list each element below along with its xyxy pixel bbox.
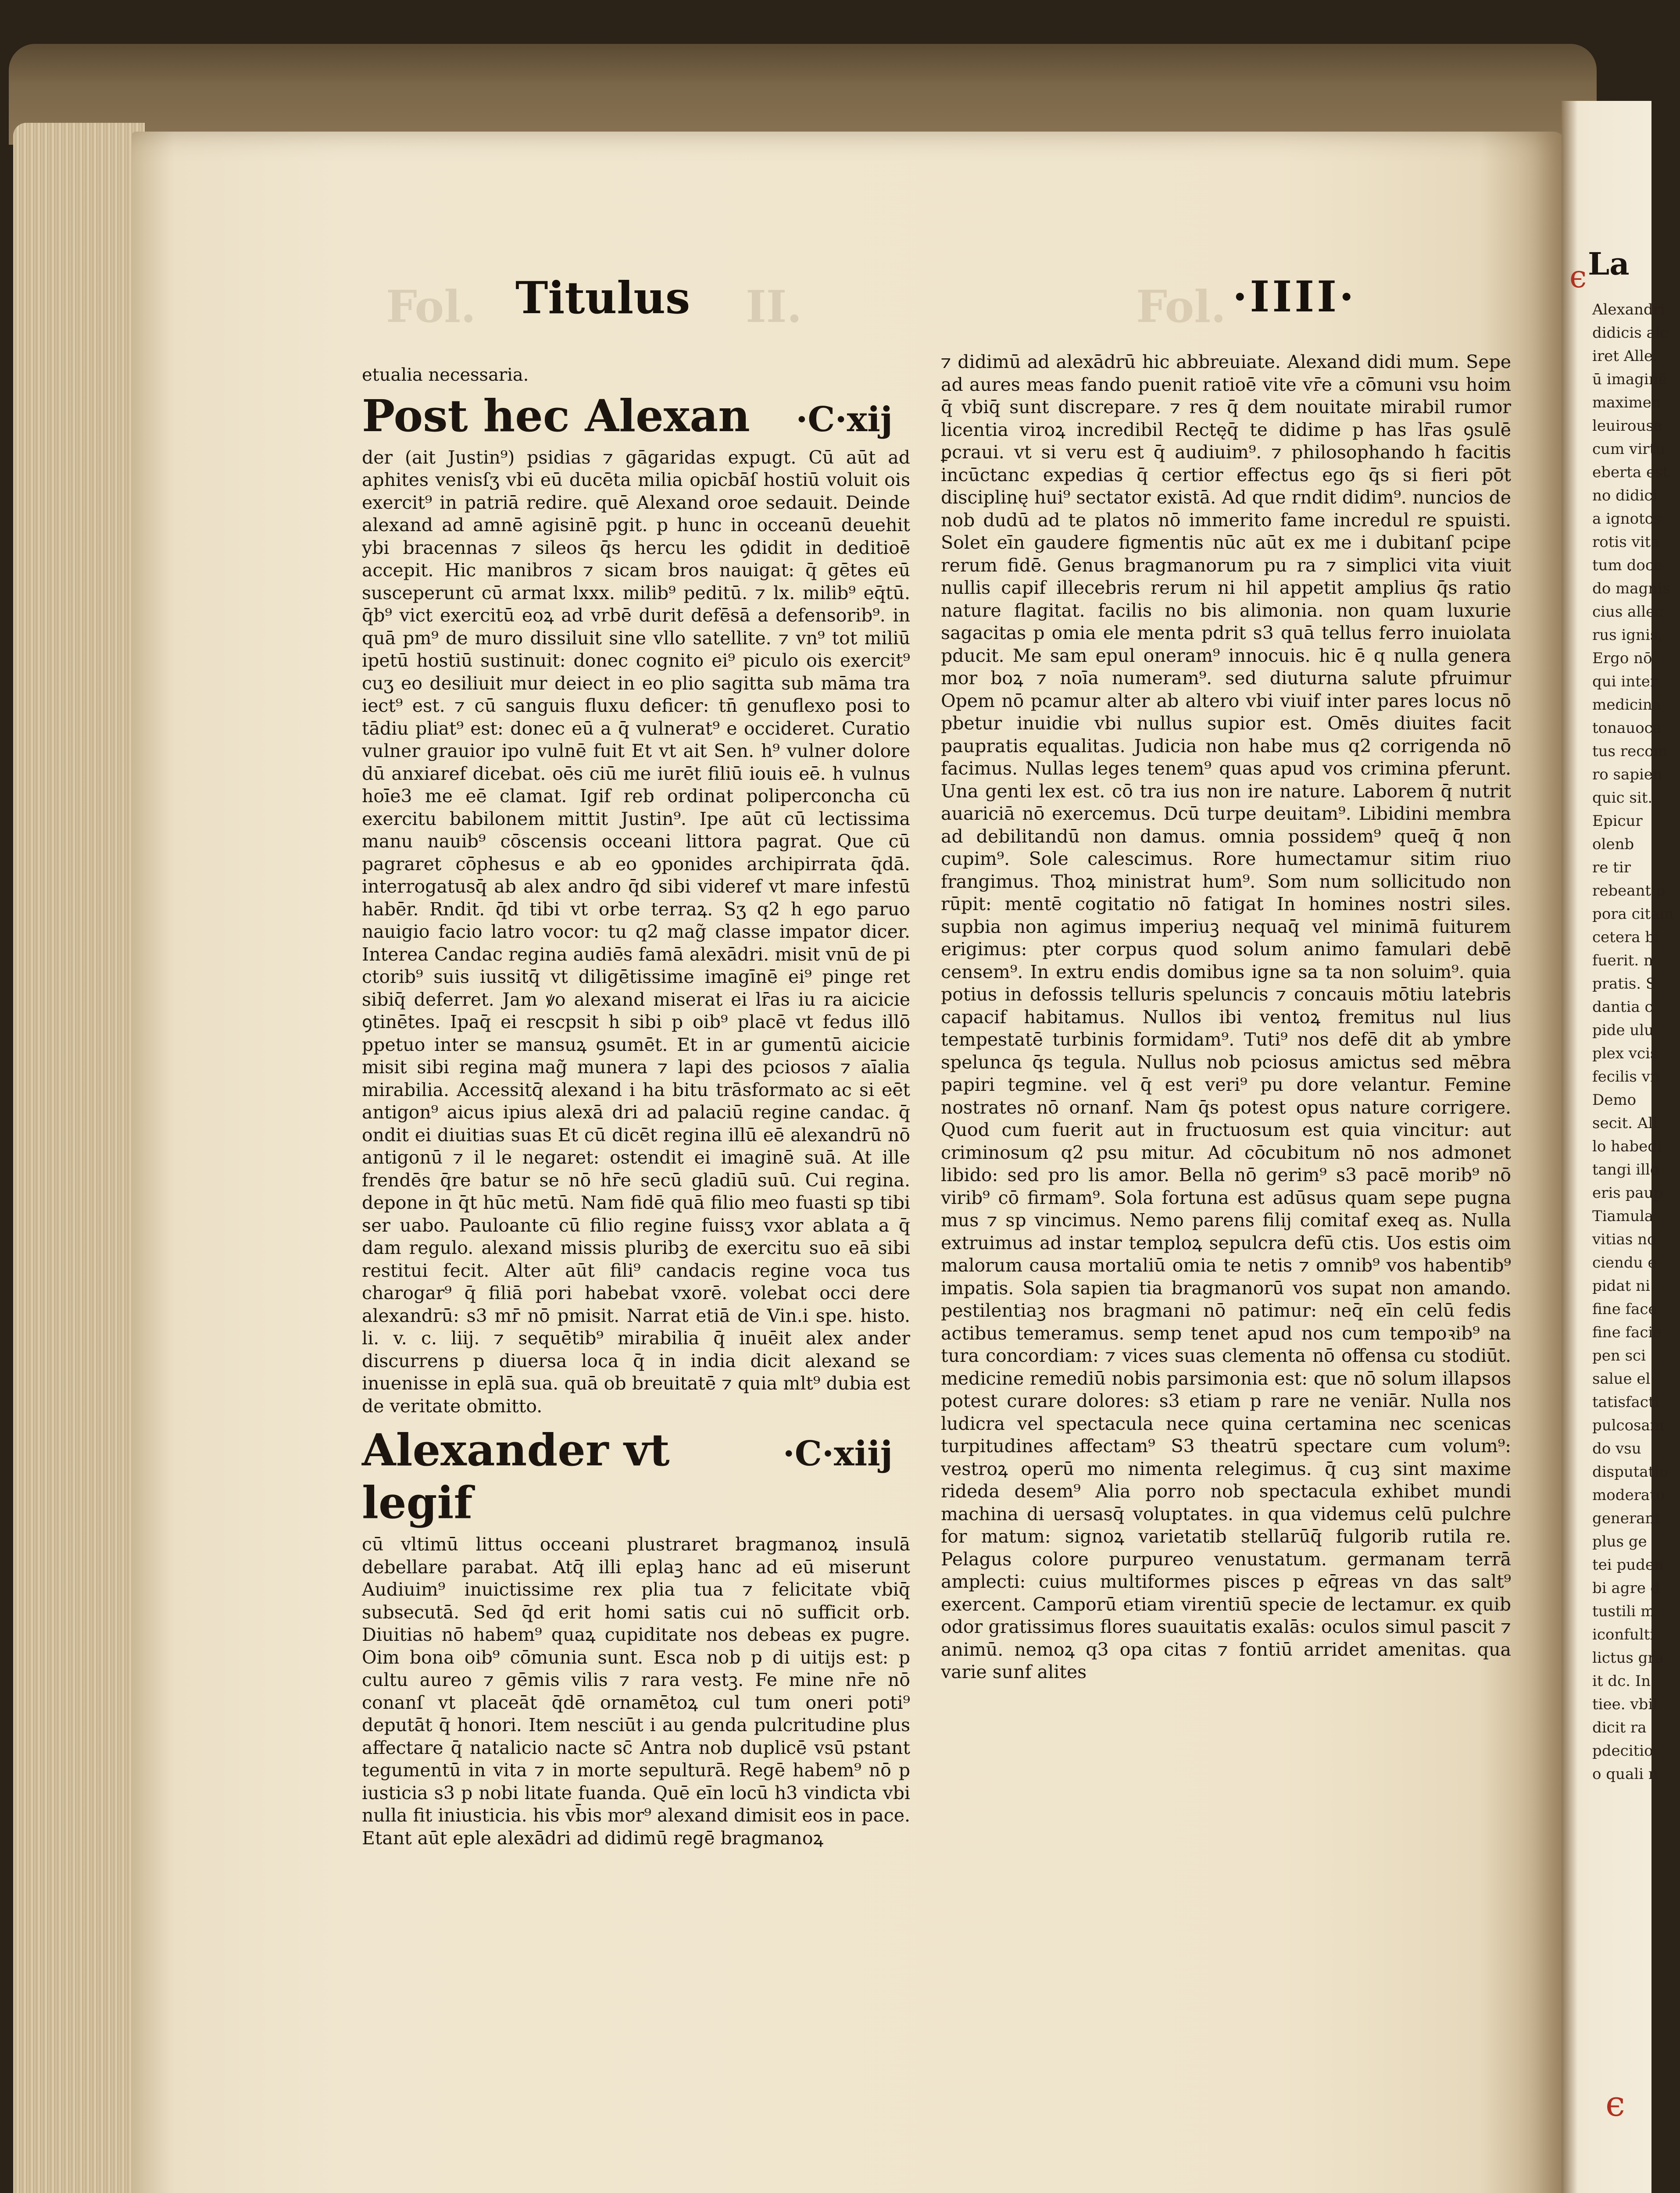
- adjacent-line: Ergo nō: [1592, 650, 1652, 667]
- adjacent-line: Epicur: [1592, 812, 1643, 830]
- adjacent-line: iconfulti: [1592, 1626, 1655, 1643]
- adjacent-line: salue el: [1592, 1370, 1651, 1388]
- adjacent-line: Tiamula: [1592, 1207, 1654, 1225]
- adjacent-line: tonauoca: [1592, 719, 1662, 737]
- adjacent-line: fecilis vn: [1592, 1068, 1660, 1086]
- chapter-text: cū vltimū littus occeani plustraret bragmanoꝝ insulā debellare parabat. Atq̄ illi eplaꝫ hanc ad eū miserunt Audiuim⁹ inuictissime rex plia tua ⁊ felicitate vbiq̄ subsecutā. Sed q̄d erit homi satis cui nō sufficit orb. Diuitias nō habem⁹ quaꝝ cupiditate nos debeas ex pugre. Oim bona oib⁹ cōmunia sunt. Esca nob p di uitijs est: p cultu aureo ⁊ gēmis vilis ⁊ rara vestꝫ. Fe mine nr̄e nō conanſ vt placeāt q̄dē ornamētoꝝ cul tum oneri poti⁹ deputāt q̄ honori. Item nesciūt i au genda pulcritudine plus affectare q̄ natalicio nacte sc̄ Antra nob duplicē vsū pstant tegumentū in vita ⁊ in morte sepulturā. Regē habem⁹ nō p iusticia s3 p nobi litate fuanda. Quē eīn locū h3 vindicta vbi nulla fit iniusticia. his vb̄is mor⁹ alexand dimisit eos in pace. Etant aūt eple alexādri ad didimū regē bragmanoꝝ: [362, 1534, 910, 1849]
- adjacent-line: Alexandri: [1592, 301, 1665, 318]
- adjacent-line: do vsu: [1592, 1440, 1641, 1457]
- adjacent-line: lictus gra: [1592, 1649, 1664, 1667]
- adjacent-line: tustili m: [1592, 1603, 1655, 1620]
- show-through-text: Fol.: [386, 281, 476, 332]
- adjacent-line: pdecitio: [1592, 1742, 1653, 1760]
- adjacent-line: eris paup: [1592, 1184, 1663, 1202]
- adjacent-line: cius allec: [1592, 603, 1663, 621]
- adjacent-line: rebeant p: [1592, 882, 1666, 900]
- adjacent-line: fine facie: [1592, 1324, 1662, 1341]
- adjacent-line: dicit ra: [1592, 1719, 1647, 1736]
- adjacent-line: pidat ni: [1592, 1277, 1650, 1295]
- adjacent-line: tangi illo: [1592, 1161, 1659, 1179]
- adjacent-line: a ignotos: [1592, 510, 1662, 528]
- adjacent-line: plex vcis: [1592, 1045, 1658, 1062]
- adjacent-line: iret Alle.: [1592, 347, 1658, 365]
- adjacent-line: quic sit.: [1592, 789, 1653, 807]
- chapter-heading: [362, 389, 910, 442]
- adjacent-line: plus ge: [1592, 1533, 1647, 1550]
- right-text-column: [941, 351, 1511, 1684]
- running-head-right: ·IIII·: [1233, 272, 1357, 321]
- adjacent-line: pen sci: [1592, 1347, 1646, 1364]
- column-text: ⁊ didimū ad alexādrū hic abbreuiate. Alexand didi mum. Sepe ad aures meas fando puenit ratioē vite vr̄e a cōmuni vsu hoim q̄ vbiq̄ sunt discrepare. ⁊ res q̄ dem nouitate mirabil rumor licentia viroꝝ incredibil Rectęq̄ te didime p has lr̄as ꝯsulē ꝑcraui. vt si veru est q̄ audiuim⁹. ⁊ philosophando h facitis incūctanc expedias q̄ certior effectus ego q̄s si fieri pōt disciplinę hui⁹ sectator existā. Ad que rndit didim⁹. nuncios de nob dudū ad te platos nō immerito fame incredul re spuisti. Solet eīn gaudere figmentis nūc aūt ex me i dubitanſ pcipe rerum fidē. Genus bragmanorum pu ra ⁊ simplici vita viuit nullis capif illecebris rerum ni hil appetit amplius q̄s ratio nature flagitat. facilis no bis alimonia. non quam luxurie sagacitas p omia ele menta pdrit s3 quā tellus ferro inuiolata pducit. Me sam epul oneram⁹ innocuis. hic ē q nulla genera mor boꝝ ⁊ noīa numeram⁹. sed diuturna salute pfruimur Opem nō pcamur alter ab altero vbi viuif inter pares locus nō pbetur inuidie vbi nullus supior est. Omēs diuites facit paupratis equalitas. Judicia non habe mus q2 corrigenda nō facimus. Nullas leges tenem⁹ quas apud vos crimina pferunt. Una genti lex est. cō tra ius non ire nature. Laborem q̄ nutrit auariciā nō exercemus. Dcū turpe deuitam⁹. Libidini membra ad debilitandū non damus. omnia possidem⁹ queq̄ q̄ non cupim⁹. Sole calescimus. Rore humectamur sitim riuo frangimus. Thoꝝ ministrat hum⁹. Som num sollicitudo non rūpit: mentē cogitatio nō fatigat In homines nostri siles. supbia non agimus imperiuꝫ nequaq̄ vel minimā fuiturem erigimus: pter corpus quod solum animo famulari debē censem⁹. In extru endis domibus igne sa ta non soluim⁹. quia potius in defossis telluris speluncis ⁊ concauis mōtiu latebris capacif habitamus. Nullos ibi ventoꝝ fremitus nul lius tempestatē turbinis formidam⁹. Tuti⁹ nos defē dit ab ymbre spelunca q̄s tegula. Nullus nob pciosus amictus sed mēbra papiri tegmine. vel q̄ est veri⁹ pu dore velantur. Femine nostrates nō ornanf. Nam q̄s potest opus nature corrigere. Quod cum fuerit aut in fructuosum est quia vincitur: aut criminosum q2 psu mitur. Ad cōcubitum nō nos admonet libido: sed pro lis amor. Bella nō gerim⁹ s3 pacē morib⁹ nō virib⁹ cō firmam⁹. Sola fortuna est adūsus quam sepe pugna mus ⁊ sp vincimus. Nemo parens filij comitaf exeq as. Nulla extruimus ad instar temploꝝ sepulcra defū ctis. Uos estis oim malorum causa mortaliū omia te netis ⁊ omnib⁹ vos habentib⁹ impatis. Sola sapien tia bragmanorū vos supat non amando. pestilentiaꝫ nos bragmani nō patimur: neq̄ eīn celū fedis actibus temeramus. semp tenet apud nos cum tempoꝛib⁹ na tura concordiam: ⁊ vices suas clementa nō offensa cu stodiūt. medicine remediū nobis parsimonia est: que nō solum illapsos potest curare dolores: s3 etiam p rare ne veniār. Nulla nos ludicra vel spectacula nece quina certamina nec scenicas turpitudines affectam⁹ S3 theatrū spectare cum volum⁹: vestroꝝ operū mo nimenta relegimus. q̄ cuꝫ sint maxime rideda desem⁹ Alia porro nob spectacula exhibet mundi machina di uersasq̄ voluptates. in qua videmus celū pulchre for matum: signoꝝ varietatib stellarūq̄ fulgorib rutila re. Pelagus colore purpureo venustatum. germanam terrā amplecti: cuius multiformes pisces p eq̄reas vn das salt⁹ exercent. Camporū etiam virentiū specie de lectamur. ex quib odor gratissimus flores suauitatis exalās: oculos simul pascit ⁊ animū. nemoꝝ q3 opa citas ⁊ fontiū arridet amenitas. qua varie sunf alites: [941, 351, 1511, 1682]
- adjacent-line: do magnis: [1592, 580, 1670, 597]
- adjacent-line: ū imaginē: [1592, 371, 1667, 388]
- rubric-mark: ϵ: [1569, 259, 1587, 295]
- adjacent-line: rus ignis,: [1592, 626, 1663, 644]
- adjacent-line: it dc. In: [1592, 1672, 1651, 1690]
- adjacent-line: pora citam: [1592, 905, 1674, 923]
- adjacent-line: qui inter: [1592, 673, 1658, 690]
- adjacent-text-fragments: [1592, 298, 1680, 1786]
- adjacent-line: no didici: [1592, 487, 1658, 504]
- show-through-text: II.: [746, 281, 802, 332]
- adjacent-line: pide ulu: [1592, 1021, 1654, 1039]
- opening-line: etualia necessaria.: [362, 365, 529, 385]
- book-cover-edge: [9, 44, 1597, 145]
- adjacent-line: vitias no: [1592, 1231, 1656, 1248]
- adjacent-line: tei puden: [1592, 1556, 1664, 1574]
- chapter-title: Alexander vt legif: [362, 1424, 670, 1529]
- adjacent-line: secit. All: [1592, 1114, 1658, 1132]
- page-fore-edge: [13, 123, 145, 2193]
- adjacent-line: tum doce: [1592, 557, 1663, 574]
- adjacent-line: fuerit. n: [1592, 952, 1653, 969]
- adjacent-line: re tir: [1592, 859, 1631, 876]
- adjacent-line: cum virtu: [1592, 440, 1665, 458]
- show-through-text: Fol.: [1136, 281, 1226, 332]
- adjacent-line: generant: [1592, 1510, 1661, 1527]
- adjacent-line: o quali n: [1592, 1765, 1658, 1783]
- running-head-left: Titulus: [515, 272, 690, 324]
- adjacent-line: moderato: [1592, 1486, 1665, 1504]
- adjacent-line: lo habedi: [1592, 1138, 1662, 1155]
- adjacent-line: leuirouse: [1592, 417, 1662, 435]
- adjacent-line: didicis alc: [1592, 324, 1669, 342]
- rubric-mark: ϵ: [1605, 2083, 1625, 2124]
- adjacent-line: dantia c: [1592, 998, 1653, 1016]
- adjacent-line: pratis. S: [1592, 975, 1656, 993]
- adjacent-line: ciendu e: [1592, 1254, 1657, 1272]
- chapter-heading: [362, 1424, 910, 1529]
- adjacent-line: bi agre d: [1592, 1579, 1660, 1597]
- chapter-number: ·C·xij: [796, 399, 893, 439]
- adjacent-line: tatisfacti: [1592, 1393, 1659, 1411]
- adjacent-line: rotis vita: [1592, 533, 1660, 551]
- chapter-text: der (ait Justin⁹) psidias ⁊ gāgaridas expugt. Cū aūt ad aphites venisſʒ vbi eū ducēta milia opicbāſ hostiū voluit ois exercit⁹ in patriā redire. quē Alexand oroe sedauit. Deinde alexand ad amnē agisinē pgit. p hunc in occeanū deuehit ybi bracennas ⁊ sileos q̄s hercu les ꝯdidit in deditioē accepit. Hic manibros ⁊ sicam bros nauigat: q̄ gētes eū susceperunt cū armat lxxx. milib⁹ peditū. ⁊ lx. milib⁹ eq̄tū. q̄b⁹ vict exercitū eoꝝ ad vrbē durit defēsā a defensorib⁹. in quā pm⁹ de muro dissiluit sine vllo satellite. ⁊ vn⁹ tot miliū ipetū hostiū sustinuit: donec cognito ei⁹ piculo ois exercit⁹ cuʒ eo desiliuit mur deiect in eo plio sagitta sub māma tra iect⁹ est. ⁊ cū sanguis fluxu deficer: tn̄ genuflexo posi to tādiu pliat⁹ est: donec eū a q̄ vulnerat⁹ e occideret. Curatio vulner grauior ipo vulnē fuit Et vt ait Sen. h⁹ vulner dolore dū anxiaref dicebat. oēs ciū me iurēt filiū iouis eē. h vulnus hoīe3 me eē clamat. Igif reb ordinat poliperconcha cū exercitu babilonem mittit Justin⁹. Ipe aūt cū lectissima manu nauib⁹ cōscensis occeani littora pagrat. Que cū pagraret cōphesus e ab eo ꝯponides archipirrata q̄dā. interrogatusq̄ ab alex andro q̄d sibi videref vt mare infestū habēr. Rndit. q̄d tibi vt orbe terraꝝ. Sʒ q2 h ego paruo nauigio facio latro vocor: tu q2 mag̃ classe impator dicer. Interea Candac regina audiēs famā alexādri. misit vnū de pi ctorib⁹ suis iussitq̄ vt diligētissime imagīnē ei⁹ pinge ret sibiq̄ deferret. Jam ꝟo alexand miserat ei lr̄as iu ra aicicie ꝯtinētes. Ipaq̄ ei rescpsit h sibi p oib⁹ placē vt fedus illō ppetuo inter se mansuꝝ ꝯsumēt. Et in ar gumentū aicicie misit sibi regina mag̃ munera ⁊ lapi des pciosos ⁊ aīalia mirabilia. Accessitq̄ alexand i ha bitu trāsformato ac si eēt antigon⁹ aicus ipius alexā dri ad palaciū regine candac. q̄ ondit ei diuitias suas Et cū dicēt regina illū eē alexandrū nō antigonū ⁊ il le negaret: ostendit ei imaginē suā. At ille frendēs q̄re batur se nō hr̄e secū gladiū suū. Cui regina. depone in q̄t hūc metū. Nam fidē quā filio meo fuasti sp tibi ser uabo. Pauloante cū filio regine fuissʒ vxor ablata a q̄ dam regulo. alexand missis pluribꝫ de exercitu suo eā sibi restitui fecit. Alter aūt fili⁹ candacis regine voca tus charogar⁹ q̄ filiā pori habebat vxorē. volebat occi dere alexandrū: s3 mr̄ nō pmisit. Narrat etiā de Vin.i spe. histo. li. v. c. liij. ⁊ sequētib⁹ mirabilia q̄ inuēit alex ander discurrens p diuersa loca q̄ in india dicit alexand se inuenisse in eplā sua. quā ob breuitatē ⁊ quia mlt⁹ dubia est de veritate obmitto.: [362, 446, 910, 1417]
- adjacent-line: ro sapien: [1592, 766, 1662, 783]
- adjacent-line: cetera bi: [1592, 929, 1659, 946]
- adjacent-line: eberta est: [1592, 464, 1669, 481]
- adjacent-line: Demo: [1592, 1091, 1637, 1109]
- left-text-column: [362, 364, 910, 1850]
- adjacent-line: medicina: [1592, 696, 1662, 714]
- adjacent-line: tiee. vbil: [1592, 1696, 1658, 1713]
- adjacent-line: maximen: [1592, 394, 1661, 411]
- adjacent-heading: La: [1588, 246, 1630, 282]
- adjacent-line: pulcosam: [1592, 1417, 1665, 1434]
- adjacent-line: tus recom: [1592, 743, 1668, 760]
- adjacent-page-edge: [1562, 101, 1674, 2193]
- chapter-title: Post hec Alexan: [362, 389, 750, 442]
- adjacent-line: disputatio: [1592, 1463, 1668, 1481]
- chapter-number: ·C·xiij: [783, 1434, 893, 1474]
- adjacent-line: fine face: [1592, 1300, 1657, 1318]
- adjacent-line: olenb: [1592, 836, 1634, 853]
